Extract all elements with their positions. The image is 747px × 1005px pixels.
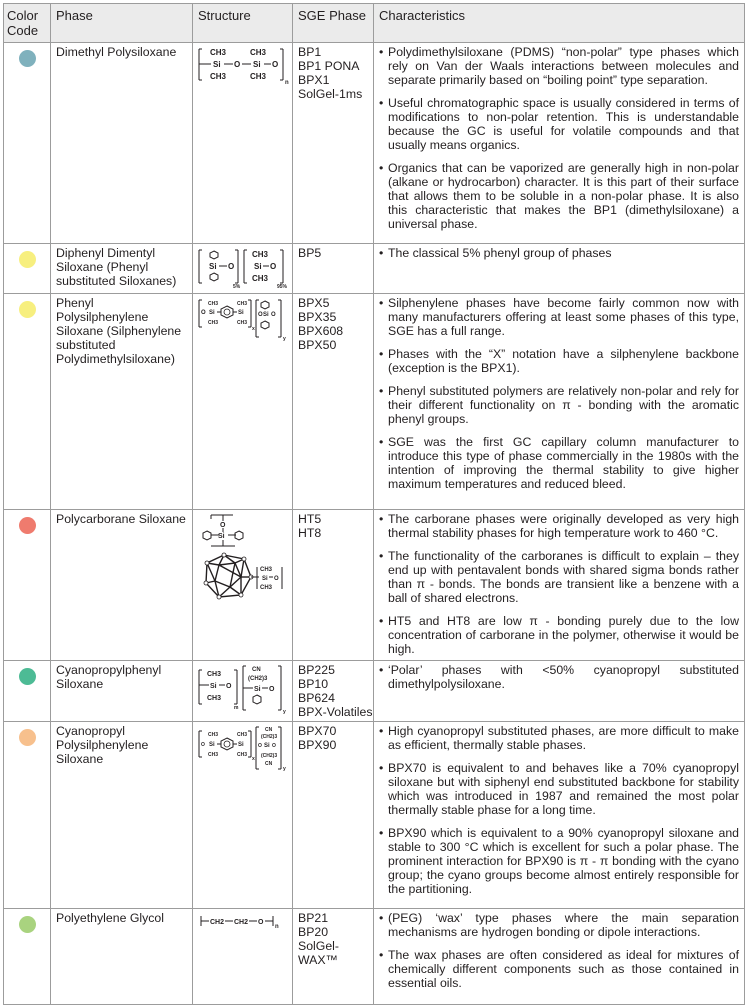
characteristics	[374, 722, 745, 909]
sge-phase-item: SolGel-1ms	[298, 87, 363, 101]
svg-text:CH3: CH3	[250, 72, 267, 81]
characteristic-bullet: • HT5 and HT8 are low π - bonding purely due to the low concentration of carborane in the polymer, otherwise it would be high.	[379, 614, 739, 656]
phase-name: Phenyl Polysilphenylene Siloxane (Silphenylene substituted Polydimethylsiloxane)	[51, 294, 193, 510]
characteristic-bullet: • The functionality of the carboranes is difficult to explain – they end up with pentavalent bonds with shared sigma bonds rather than π - bonds. The bonds are transient like a benzene with a ball of shared electrons.	[379, 549, 739, 605]
svg-text:CH3: CH3	[207, 671, 222, 678]
sge-phase-item: BP225	[298, 663, 335, 677]
svg-text:Si: Si	[218, 533, 225, 540]
svg-text:Si: Si	[210, 683, 217, 690]
svg-text:CH3: CH3	[237, 732, 248, 738]
structure-cell	[193, 722, 293, 909]
stationary-phase-table	[3, 3, 745, 1005]
svg-text:O: O	[228, 262, 235, 271]
svg-text:O: O	[201, 310, 206, 316]
phase-name: Cyanopropylphenyl Siloxane	[51, 661, 193, 722]
sge-phase-item: BP1	[298, 45, 322, 59]
characteristics	[374, 294, 745, 510]
svg-text:Si: Si	[213, 60, 221, 69]
color-dot	[19, 916, 36, 933]
characteristic-bullet: • SGE was the first GC capillary column manufacturer to introduce this type of phase commercially in the 1980s with the intention of improving the thermal stability to give higher maximum temperatures and reduced bleed.	[379, 435, 739, 491]
sge-phase-item: BPX5	[298, 296, 330, 310]
structure-cell	[193, 244, 293, 294]
svg-text:CH3: CH3	[237, 301, 248, 307]
sge-phase-item: BPX70	[298, 724, 337, 738]
phase-name: Polycarborane Siloxane	[51, 510, 193, 661]
structure-cell	[193, 661, 293, 722]
table-row	[4, 909, 745, 1005]
svg-text:Si: Si	[254, 262, 262, 271]
color-dot	[19, 50, 36, 67]
svg-text:CH2: CH2	[234, 919, 249, 926]
characteristic-bullet: • The classical 5% phenyl group of phases	[379, 246, 739, 260]
svg-text:(CH2)3: (CH2)3	[261, 734, 278, 740]
characteristic-bullet: • Polydimethylsiloxane (PDMS) “non-polar” type phases which rely on Van der Waals interactions between molecules and separate primarily based on “boiling point” type separation.	[379, 45, 739, 87]
sge-phase-list	[293, 909, 374, 1005]
svg-text:CH3: CH3	[252, 274, 269, 283]
svg-text:Si: Si	[263, 312, 269, 318]
svg-text:CH2: CH2	[210, 919, 225, 926]
characteristic-bullet: • The carborane phases were originally developed as very high thermal stability phases for high temperature work to 460 °C.	[379, 512, 739, 540]
svg-text:95%: 95%	[277, 284, 288, 289]
svg-text:y: y	[283, 766, 286, 771]
sge-phase-list	[293, 510, 374, 661]
color-dot	[19, 729, 36, 746]
characteristic-bullet: • Phases with the “X” notation have a silphenylene backbone (exception is the BPX1).	[379, 347, 739, 375]
sge-phase-list	[293, 43, 374, 244]
sge-phase-list	[293, 722, 374, 909]
structure-dimethyl-polysiloxane-icon	[197, 46, 289, 86]
header-structure: Structure	[193, 4, 293, 43]
svg-text:CH3: CH3	[208, 732, 219, 738]
header-sge-phase: SGE Phase	[293, 4, 374, 43]
characteristic-bullet: • Organics that can be vaporized are generally high in non-polar (alkane or hydrocarbon) character. It is this part of their surface that allows them to be soluble in a non-polar phase. It is also this characteristic that makes the BP1 (dimethylsiloxane) a universal phase.	[379, 161, 739, 231]
structure-cell	[193, 909, 293, 1005]
header-phase: Phase	[51, 4, 193, 43]
svg-text:O: O	[270, 262, 277, 271]
characteristic-bullet: • BPX70 is equivalent to and behaves like a 70% cyanopropyl siloxane but with siphenyl end substituted backbone for stability which was introduced in 1987 and remained the most polar thermally stable phase for a long time.	[379, 761, 739, 817]
svg-text:Si: Si	[253, 60, 261, 69]
svg-text:y: y	[283, 336, 286, 341]
sge-phase-item: BP5	[298, 246, 322, 260]
structure-silphenylene-icon	[197, 297, 289, 341]
sge-phase-item: WAX™	[298, 953, 338, 967]
sge-phase-item: BPX35	[298, 310, 337, 324]
svg-text:O: O	[226, 683, 232, 690]
sge-phase-item: BP21	[298, 911, 329, 925]
sge-phase-item: BPX1	[298, 73, 330, 87]
header-characteristics: Characteristics	[374, 4, 745, 43]
svg-text:O: O	[274, 576, 279, 582]
svg-text:CH3: CH3	[250, 48, 267, 57]
structure-carborane-icon	[197, 513, 289, 605]
svg-text:Si: Si	[238, 310, 244, 316]
table-row	[4, 722, 745, 909]
svg-text:O: O	[271, 312, 276, 318]
svg-text:(CH2)3: (CH2)3	[261, 753, 278, 759]
svg-text:CH3: CH3	[210, 48, 227, 57]
svg-text:Si: Si	[254, 686, 261, 693]
structure-cyanopropylphenyl-icon	[197, 664, 289, 714]
svg-text:O: O	[272, 743, 276, 749]
svg-text:O: O	[258, 743, 262, 749]
sge-phase-list	[293, 244, 374, 294]
structure-cell	[193, 294, 293, 510]
svg-text:(CH2)3: (CH2)3	[248, 676, 268, 682]
svg-text:CN: CN	[252, 667, 261, 673]
svg-text:CN: CN	[265, 761, 273, 767]
svg-text:Si: Si	[209, 742, 215, 748]
svg-text:CH3: CH3	[208, 301, 219, 307]
svg-text:n: n	[275, 924, 279, 930]
sge-phase-item: HT8	[298, 526, 322, 540]
characteristic-bullet: • High cyanopropyl substituted phases, are more difficult to make as efficient, thermally stable phases.	[379, 724, 739, 752]
characteristics	[374, 909, 745, 1005]
characteristics	[374, 510, 745, 661]
table-row	[4, 510, 745, 661]
structure-cell	[193, 510, 293, 661]
svg-text:x: x	[252, 326, 255, 332]
svg-text:CH3: CH3	[237, 752, 248, 758]
svg-text:O: O	[258, 312, 263, 318]
characteristic-bullet: • Useful chromatographic space is usually considered in terms of modifications to non-polar retention. This is understandable because the GC is useful for volatile compounds and that usually means organics.	[379, 96, 739, 152]
header-color-code: Color Code	[4, 4, 51, 43]
sge-phase-item: SolGel-	[298, 939, 340, 953]
sge-phase-item: BPX-Volatiles	[298, 705, 373, 719]
svg-text:CH3: CH3	[260, 567, 273, 573]
header-row	[4, 4, 745, 43]
color-dot	[19, 517, 36, 534]
sge-phase-item: BPX608	[298, 324, 344, 338]
phase-name: Dimethyl Polysiloxane	[51, 43, 193, 244]
table-row	[4, 43, 745, 244]
svg-text:Si: Si	[209, 310, 215, 316]
svg-text:Si: Si	[209, 262, 217, 271]
sge-phase-list	[293, 294, 374, 510]
svg-text:CH3: CH3	[207, 695, 222, 702]
svg-text:CH3: CH3	[210, 72, 227, 81]
characteristic-bullet: • Silphenylene phases have become fairly common now with many manufacturers offering at least some phases of this type, SGE has a full range.	[379, 296, 739, 338]
structure-cyanopropyl-silphenylene-icon	[197, 725, 289, 771]
structure-polyethylene-glycol-icon	[197, 912, 289, 932]
svg-text:O: O	[201, 742, 205, 748]
svg-text:O: O	[269, 686, 275, 693]
characteristic-bullet: • Phenyl substituted polymers are relatively non-polar and rely for their different functionality on π - bonding with the aromatic phenyl groups.	[379, 384, 739, 426]
sge-phase-item: BPX50	[298, 338, 337, 352]
sge-phase-item: BP10	[298, 677, 329, 691]
structure-diphenyl-siloxane-icon	[197, 247, 289, 289]
svg-text:CH3: CH3	[208, 752, 219, 758]
svg-text:y: y	[283, 709, 286, 714]
svg-text:5%: 5%	[233, 284, 241, 289]
svg-text:m: m	[234, 705, 239, 711]
characteristics	[374, 244, 745, 294]
color-dot	[19, 301, 36, 318]
svg-text:CH3: CH3	[260, 585, 273, 591]
sge-phase-item: BP1 PONA	[298, 59, 360, 73]
svg-text:Si: Si	[238, 742, 244, 748]
table-row	[4, 294, 745, 510]
sge-phase-item: HT5	[298, 512, 322, 526]
characteristics	[374, 43, 745, 244]
svg-text:CN: CN	[265, 727, 273, 733]
characteristic-bullet: • BPX90 which is equivalent to a 90% cyanopropyl siloxane and stable to 300 °C which is excellent for such a polar phase. The prominent interaction for BPX90 is π - π bonding with the cyano group; the cyano groups become almost entirely responsible for the partitioning.	[379, 826, 739, 896]
phase-name: Diphenyl Dimentyl Siloxane (Phenyl substituted Siloxanes)	[51, 244, 193, 294]
svg-text:Si: Si	[262, 576, 268, 582]
characteristic-bullet: • The wax phases are often considered as ideal for mixtures of chemically different components such as those contained in essential oils.	[379, 948, 739, 990]
svg-text:O: O	[220, 522, 226, 529]
sge-phase-list	[293, 661, 374, 722]
svg-text:O: O	[272, 60, 279, 69]
table-row	[4, 244, 745, 294]
svg-text:CH3: CH3	[252, 250, 269, 259]
svg-text:Si: Si	[264, 743, 270, 749]
structure-cell	[193, 43, 293, 244]
svg-text:CH3: CH3	[237, 320, 248, 326]
characteristic-bullet: • (PEG) ‘wax’ type phases where the main separation mechanisms are hydrogen bonding or dipole interactions.	[379, 911, 739, 939]
sge-phase-item: BP624	[298, 691, 335, 705]
phase-name: Polyethylene Glycol	[51, 909, 193, 1005]
characteristic-bullet: • ‘Polar’ phases with <50% cyanopropyl substituted dimethylpolysiloxane.	[379, 663, 739, 691]
phase-name: Cyanopropyl Polysilphenylene Siloxane	[51, 722, 193, 909]
svg-text:n: n	[285, 80, 289, 86]
sge-phase-item: BP20	[298, 925, 329, 939]
characteristics	[374, 661, 745, 722]
sge-phase-item: BPX90	[298, 738, 337, 752]
svg-text:CH3: CH3	[208, 320, 219, 326]
color-dot	[19, 251, 36, 268]
svg-text:O: O	[234, 60, 241, 69]
svg-text:x: x	[252, 756, 255, 762]
table-row	[4, 661, 745, 722]
color-dot	[19, 668, 36, 685]
svg-text:O: O	[258, 919, 264, 926]
